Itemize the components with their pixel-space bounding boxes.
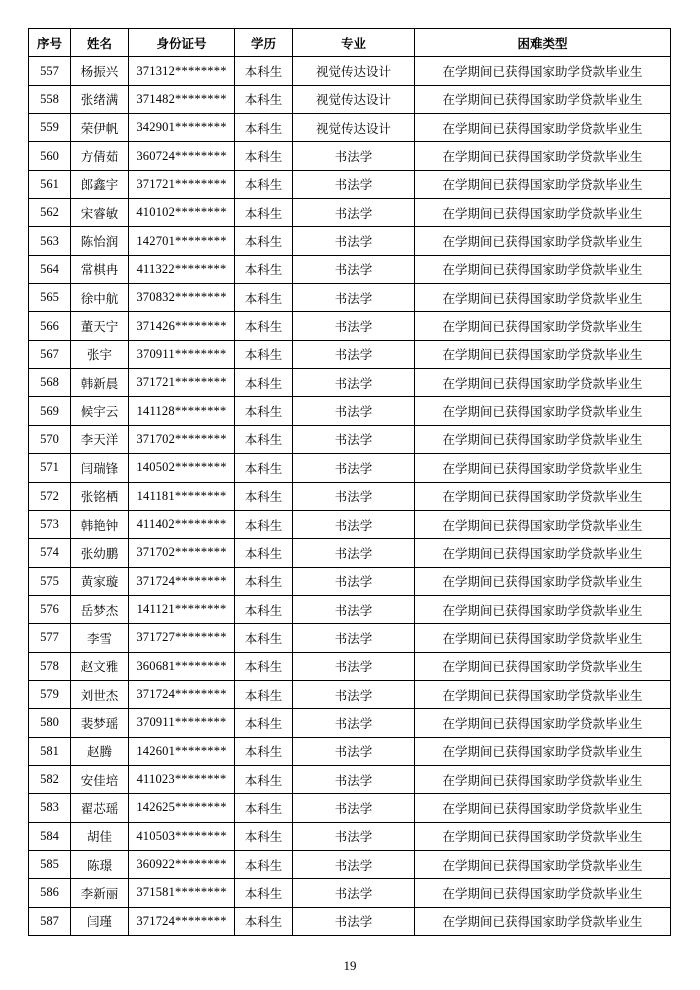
cell-major: 书法学	[293, 425, 415, 453]
cell-major: 书法学	[293, 397, 415, 425]
table-row	[29, 425, 671, 453]
cell-education: 本科生	[235, 284, 293, 312]
header-hardship-type: 困难类型	[415, 29, 671, 57]
cell-id-number: 370911********	[129, 709, 235, 737]
cell-major: 书法学	[293, 567, 415, 595]
table-row	[29, 85, 671, 113]
cell-hardship-type: 在学期间已获得国家助学贷款毕业生	[415, 255, 671, 283]
cell-id-number: 371724********	[129, 680, 235, 708]
cell-id-number: 371724********	[129, 567, 235, 595]
cell-hardship-type: 在学期间已获得国家助学贷款毕业生	[415, 794, 671, 822]
cell-education: 本科生	[235, 567, 293, 595]
cell-name: 安佳培	[71, 765, 129, 793]
cell-id-number: 342901********	[129, 114, 235, 142]
cell-hardship-type: 在学期间已获得国家助学贷款毕业生	[415, 340, 671, 368]
cell-education: 本科生	[235, 369, 293, 397]
table-row	[29, 567, 671, 595]
cell-hardship-type: 在学期间已获得国家助学贷款毕业生	[415, 85, 671, 113]
cell-education: 本科生	[235, 850, 293, 878]
cell-name: 张宇	[71, 340, 129, 368]
cell-name: 韩艳钟	[71, 510, 129, 538]
cell-education: 本科生	[235, 907, 293, 935]
cell-major: 书法学	[293, 539, 415, 567]
cell-name: 闫瑾	[71, 907, 129, 935]
cell-name: 李雪	[71, 624, 129, 652]
cell-name: 陈怡润	[71, 227, 129, 255]
cell-hardship-type: 在学期间已获得国家助学贷款毕业生	[415, 652, 671, 680]
cell-id-number: 142601********	[129, 737, 235, 765]
cell-major: 书法学	[293, 765, 415, 793]
cell-id-number: 371724********	[129, 907, 235, 935]
cell-index: 565	[29, 284, 71, 312]
cell-name: 刘世杰	[71, 680, 129, 708]
header-major: 专业	[293, 29, 415, 57]
header-name: 姓名	[71, 29, 129, 57]
cell-hardship-type: 在学期间已获得国家助学贷款毕业生	[415, 879, 671, 907]
cell-education: 本科生	[235, 57, 293, 85]
cell-id-number: 411322********	[129, 255, 235, 283]
cell-hardship-type: 在学期间已获得国家助学贷款毕业生	[415, 114, 671, 142]
page-number: 19	[343, 958, 357, 973]
cell-index: 562	[29, 199, 71, 227]
cell-index: 567	[29, 340, 71, 368]
cell-hardship-type: 在学期间已获得国家助学贷款毕业生	[415, 680, 671, 708]
table-row	[29, 312, 671, 340]
cell-major: 书法学	[293, 170, 415, 198]
table-row	[29, 709, 671, 737]
cell-name: 裴梦瑶	[71, 709, 129, 737]
cell-major: 书法学	[293, 227, 415, 255]
cell-id-number: 141121********	[129, 595, 235, 623]
cell-education: 本科生	[235, 737, 293, 765]
cell-index: 576	[29, 595, 71, 623]
table-row	[29, 369, 671, 397]
cell-index: 570	[29, 425, 71, 453]
cell-hardship-type: 在学期间已获得国家助学贷款毕业生	[415, 567, 671, 595]
cell-name: 黄家璇	[71, 567, 129, 595]
cell-index: 560	[29, 142, 71, 170]
cell-id-number: 370911********	[129, 340, 235, 368]
cell-major: 书法学	[293, 794, 415, 822]
cell-index: 587	[29, 907, 71, 935]
cell-name: 荣伊帆	[71, 114, 129, 142]
cell-name: 杨振兴	[71, 57, 129, 85]
cell-education: 本科生	[235, 482, 293, 510]
cell-id-number: 140502********	[129, 454, 235, 482]
cell-hardship-type: 在学期间已获得国家助学贷款毕业生	[415, 425, 671, 453]
cell-education: 本科生	[235, 397, 293, 425]
cell-major: 书法学	[293, 312, 415, 340]
cell-id-number: 370832********	[129, 284, 235, 312]
cell-education: 本科生	[235, 340, 293, 368]
cell-education: 本科生	[235, 142, 293, 170]
cell-major: 书法学	[293, 369, 415, 397]
table-row	[29, 765, 671, 793]
cell-hardship-type: 在学期间已获得国家助学贷款毕业生	[415, 624, 671, 652]
cell-name: 候宇云	[71, 397, 129, 425]
cell-major: 书法学	[293, 907, 415, 935]
cell-index: 566	[29, 312, 71, 340]
cell-hardship-type: 在学期间已获得国家助学贷款毕业生	[415, 170, 671, 198]
cell-name: 李新丽	[71, 879, 129, 907]
cell-index: 572	[29, 482, 71, 510]
cell-index: 582	[29, 765, 71, 793]
cell-major: 书法学	[293, 255, 415, 283]
cell-name: 胡佳	[71, 822, 129, 850]
table-row	[29, 652, 671, 680]
cell-hardship-type: 在学期间已获得国家助学贷款毕业生	[415, 737, 671, 765]
cell-hardship-type: 在学期间已获得国家助学贷款毕业生	[415, 595, 671, 623]
cell-education: 本科生	[235, 255, 293, 283]
cell-name: 董天宁	[71, 312, 129, 340]
cell-name: 宋睿敏	[71, 199, 129, 227]
cell-index: 574	[29, 539, 71, 567]
cell-index: 584	[29, 822, 71, 850]
cell-major: 书法学	[293, 454, 415, 482]
cell-major: 书法学	[293, 595, 415, 623]
cell-id-number: 142625********	[129, 794, 235, 822]
cell-name: 岳梦杰	[71, 595, 129, 623]
cell-name: 翟芯瑶	[71, 794, 129, 822]
cell-major: 书法学	[293, 142, 415, 170]
cell-education: 本科生	[235, 454, 293, 482]
cell-major: 书法学	[293, 680, 415, 708]
cell-id-number: 411402********	[129, 510, 235, 538]
cell-index: 580	[29, 709, 71, 737]
cell-education: 本科生	[235, 510, 293, 538]
cell-education: 本科生	[235, 765, 293, 793]
table-row	[29, 340, 671, 368]
cell-name: 闫瑞锋	[71, 454, 129, 482]
cell-name: 赵腾	[71, 737, 129, 765]
table-row	[29, 482, 671, 510]
cell-major: 书法学	[293, 737, 415, 765]
cell-major: 视觉传达设计	[293, 85, 415, 113]
cell-hardship-type: 在学期间已获得国家助学贷款毕业生	[415, 142, 671, 170]
cell-major: 书法学	[293, 879, 415, 907]
cell-hardship-type: 在学期间已获得国家助学贷款毕业生	[415, 482, 671, 510]
cell-major: 书法学	[293, 624, 415, 652]
header-id-number: 身份证号	[129, 29, 235, 57]
cell-major: 书法学	[293, 482, 415, 510]
cell-id-number: 410503********	[129, 822, 235, 850]
cell-id-number: 360922********	[129, 850, 235, 878]
cell-id-number: 360681********	[129, 652, 235, 680]
cell-major: 书法学	[293, 709, 415, 737]
cell-hardship-type: 在学期间已获得国家助学贷款毕业生	[415, 539, 671, 567]
cell-education: 本科生	[235, 227, 293, 255]
table-row	[29, 680, 671, 708]
cell-major: 书法学	[293, 822, 415, 850]
cell-major: 书法学	[293, 510, 415, 538]
table-row	[29, 454, 671, 482]
cell-name: 陈璟	[71, 850, 129, 878]
table-row	[29, 397, 671, 425]
cell-major: 书法学	[293, 340, 415, 368]
table-row	[29, 737, 671, 765]
cell-education: 本科生	[235, 709, 293, 737]
cell-index: 557	[29, 57, 71, 85]
cell-education: 本科生	[235, 425, 293, 453]
cell-major: 书法学	[293, 199, 415, 227]
cell-education: 本科生	[235, 170, 293, 198]
table-row	[29, 255, 671, 283]
header-index: 序号	[29, 29, 71, 57]
table-row	[29, 879, 671, 907]
cell-id-number: 360724********	[129, 142, 235, 170]
cell-hardship-type: 在学期间已获得国家助学贷款毕业生	[415, 765, 671, 793]
cell-index: 583	[29, 794, 71, 822]
cell-id-number: 371721********	[129, 170, 235, 198]
table-row	[29, 907, 671, 935]
table-row	[29, 227, 671, 255]
cell-hardship-type: 在学期间已获得国家助学贷款毕业生	[415, 397, 671, 425]
table-row	[29, 510, 671, 538]
cell-hardship-type: 在学期间已获得国家助学贷款毕业生	[415, 312, 671, 340]
cell-education: 本科生	[235, 794, 293, 822]
cell-id-number: 371721********	[129, 369, 235, 397]
student-table	[28, 28, 671, 936]
cell-hardship-type: 在学期间已获得国家助学贷款毕业生	[415, 284, 671, 312]
cell-index: 571	[29, 454, 71, 482]
table-header-row	[29, 29, 671, 57]
table-row	[29, 539, 671, 567]
cell-index: 585	[29, 850, 71, 878]
cell-name: 张幼鹏	[71, 539, 129, 567]
cell-education: 本科生	[235, 595, 293, 623]
cell-hardship-type: 在学期间已获得国家助学贷款毕业生	[415, 199, 671, 227]
cell-name: 赵文雅	[71, 652, 129, 680]
cell-name: 郎鑫宇	[71, 170, 129, 198]
cell-hardship-type: 在学期间已获得国家助学贷款毕业生	[415, 822, 671, 850]
cell-education: 本科生	[235, 624, 293, 652]
table-body	[29, 57, 671, 936]
cell-index: 575	[29, 567, 71, 595]
cell-education: 本科生	[235, 312, 293, 340]
cell-id-number: 371426********	[129, 312, 235, 340]
cell-name: 方倩茹	[71, 142, 129, 170]
cell-hardship-type: 在学期间已获得国家助学贷款毕业生	[415, 850, 671, 878]
cell-id-number: 142701********	[129, 227, 235, 255]
cell-education: 本科生	[235, 879, 293, 907]
table-row	[29, 794, 671, 822]
table-row	[29, 822, 671, 850]
table-row	[29, 850, 671, 878]
cell-education: 本科生	[235, 199, 293, 227]
cell-education: 本科生	[235, 539, 293, 567]
table-row	[29, 170, 671, 198]
cell-index: 579	[29, 680, 71, 708]
cell-hardship-type: 在学期间已获得国家助学贷款毕业生	[415, 57, 671, 85]
cell-name: 徐中航	[71, 284, 129, 312]
cell-hardship-type: 在学期间已获得国家助学贷款毕业生	[415, 510, 671, 538]
cell-index: 577	[29, 624, 71, 652]
table-row	[29, 284, 671, 312]
table-row	[29, 199, 671, 227]
cell-index: 569	[29, 397, 71, 425]
cell-name: 张铭栖	[71, 482, 129, 510]
cell-hardship-type: 在学期间已获得国家助学贷款毕业生	[415, 907, 671, 935]
cell-education: 本科生	[235, 822, 293, 850]
cell-hardship-type: 在学期间已获得国家助学贷款毕业生	[415, 369, 671, 397]
cell-name: 韩新晨	[71, 369, 129, 397]
cell-index: 558	[29, 85, 71, 113]
cell-id-number: 410102********	[129, 199, 235, 227]
cell-hardship-type: 在学期间已获得国家助学贷款毕业生	[415, 227, 671, 255]
cell-hardship-type: 在学期间已获得国家助学贷款毕业生	[415, 709, 671, 737]
cell-education: 本科生	[235, 114, 293, 142]
cell-id-number: 141128********	[129, 397, 235, 425]
cell-index: 568	[29, 369, 71, 397]
cell-major: 视觉传达设计	[293, 57, 415, 85]
table-row	[29, 114, 671, 142]
cell-education: 本科生	[235, 680, 293, 708]
cell-index: 573	[29, 510, 71, 538]
cell-index: 563	[29, 227, 71, 255]
cell-id-number: 371482********	[129, 85, 235, 113]
header-education: 学历	[235, 29, 293, 57]
cell-index: 581	[29, 737, 71, 765]
cell-hardship-type: 在学期间已获得国家助学贷款毕业生	[415, 454, 671, 482]
cell-index: 578	[29, 652, 71, 680]
cell-major: 视觉传达设计	[293, 114, 415, 142]
cell-major: 书法学	[293, 850, 415, 878]
cell-index: 561	[29, 170, 71, 198]
cell-index: 564	[29, 255, 71, 283]
cell-id-number: 371702********	[129, 539, 235, 567]
cell-major: 书法学	[293, 284, 415, 312]
cell-id-number: 371702********	[129, 425, 235, 453]
cell-education: 本科生	[235, 652, 293, 680]
cell-id-number: 141181********	[129, 482, 235, 510]
cell-index: 559	[29, 114, 71, 142]
table-row	[29, 595, 671, 623]
cell-id-number: 411023********	[129, 765, 235, 793]
table-row	[29, 142, 671, 170]
cell-name: 张绪满	[71, 85, 129, 113]
table-row	[29, 57, 671, 85]
cell-name: 李天洋	[71, 425, 129, 453]
cell-name: 常棋冉	[71, 255, 129, 283]
cell-id-number: 371727********	[129, 624, 235, 652]
cell-major: 书法学	[293, 652, 415, 680]
cell-index: 586	[29, 879, 71, 907]
table-row	[29, 624, 671, 652]
cell-id-number: 371312********	[129, 57, 235, 85]
cell-id-number: 371581********	[129, 879, 235, 907]
cell-education: 本科生	[235, 85, 293, 113]
